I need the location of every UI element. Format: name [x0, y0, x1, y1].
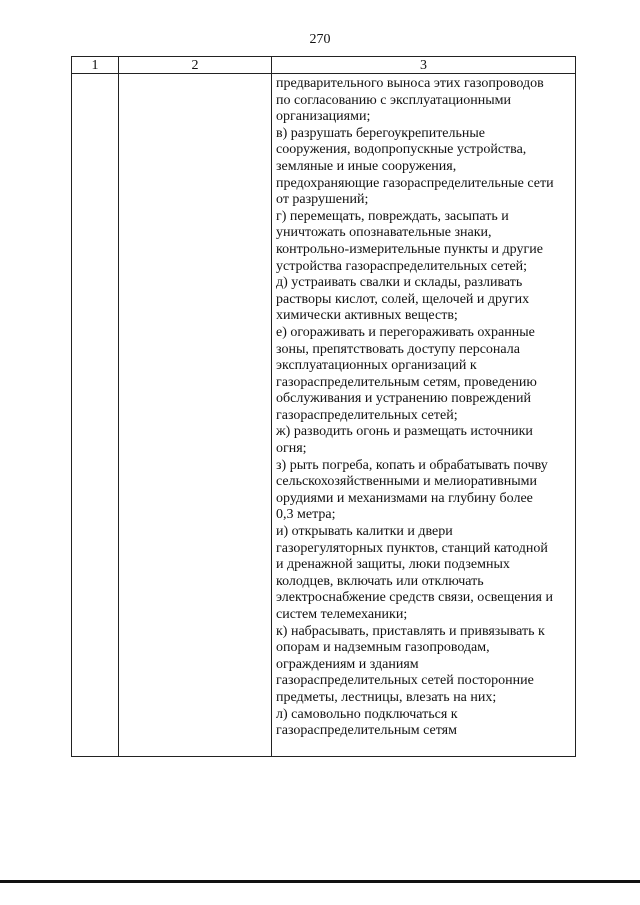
text-line: ограждениям и зданиям	[276, 656, 419, 672]
text-line: электроснабжение средств связи, освещения и	[276, 590, 553, 606]
bottom-rule	[0, 880, 640, 883]
text-line: контрольно-измерительные пункты и другие	[276, 241, 543, 257]
text-line: сельскохозяйственными и мелиоративными	[276, 474, 538, 490]
cell-col-3	[272, 74, 576, 757]
text-line: предметы, лестницы, влезать на них;	[276, 689, 497, 705]
text-line: предохраняющие газораспределительные сети	[276, 175, 554, 191]
text-line: химически активных веществ;	[276, 308, 458, 324]
text-line: д) устраивать свалки и склады, разливать	[276, 275, 523, 291]
text-line: в) разрушать берегоукрепительные	[276, 125, 486, 141]
text-line: систем телемеханики;	[276, 607, 408, 622]
text-line: колодцев, включать или отключать	[276, 573, 484, 589]
text-line: устройства газораспределительных сетей;	[276, 258, 528, 274]
column-header-2: 2	[119, 57, 272, 74]
text-line: и) открывать калитки и двери	[276, 524, 453, 540]
text-line: к) набрасывать, приставлять и привязывать к	[276, 623, 545, 639]
text-line: зоны, препятствовать доступу персонала	[276, 341, 520, 357]
text-line: растворы кислот, солей, щелочей и других	[276, 291, 530, 307]
text-line: уничтожать опознавательные знаки,	[276, 225, 492, 241]
cell-col-2	[119, 74, 272, 757]
text-line: ж) разводить огонь и размещать источники	[276, 424, 533, 440]
table-header-row	[72, 57, 576, 74]
text-line: огня;	[276, 441, 307, 457]
text-line: опорам и надземным газопроводам,	[276, 640, 490, 656]
text-line: газораспределительных сетей посторонние	[276, 673, 534, 689]
document-table	[71, 56, 576, 757]
table-row	[72, 74, 576, 757]
page-number: 270	[309, 32, 331, 47]
text-line: е) огораживать и перегораживать охранные	[276, 324, 535, 340]
text-line: обслуживания и устранению повреждений	[276, 391, 532, 407]
cell-col-1	[72, 74, 119, 757]
text-line: 0,3 метра;	[276, 507, 336, 523]
text-line: по согласованию с эксплуатационными	[276, 92, 511, 108]
cell-col-3-text	[276, 76, 571, 740]
text-line: газораспределительным сетям, проведению	[276, 374, 537, 390]
column-header-3: 3	[272, 57, 576, 74]
text-line: газорегуляторных пунктов, станций катодной	[276, 540, 548, 556]
text-line: газораспределительных сетей;	[276, 407, 458, 423]
column-header-1: 1	[72, 57, 119, 74]
text-line: сооружения, водопропускные устройства,	[276, 142, 527, 158]
text-line: организациями;	[276, 109, 371, 125]
text-line: предварительного выноса этих газопроводов	[276, 76, 544, 91]
text-line: от разрушений;	[276, 192, 369, 208]
text-line: эксплуатационных организаций к	[276, 358, 477, 374]
text-line: з) рыть погреба, копать и обрабатывать почву	[276, 457, 548, 473]
text-line: л) самовольно подключаться к	[276, 706, 458, 722]
text-line: земляные и иные сооружения,	[276, 158, 457, 174]
text-line: газораспределительным сетям	[276, 723, 457, 739]
text-line: орудиями и механизмами на глубину более	[276, 490, 533, 506]
text-line: г) перемещать, повреждать, засыпать и	[276, 208, 509, 224]
text-line: и дренажной защиты, люки подземных	[276, 557, 510, 573]
